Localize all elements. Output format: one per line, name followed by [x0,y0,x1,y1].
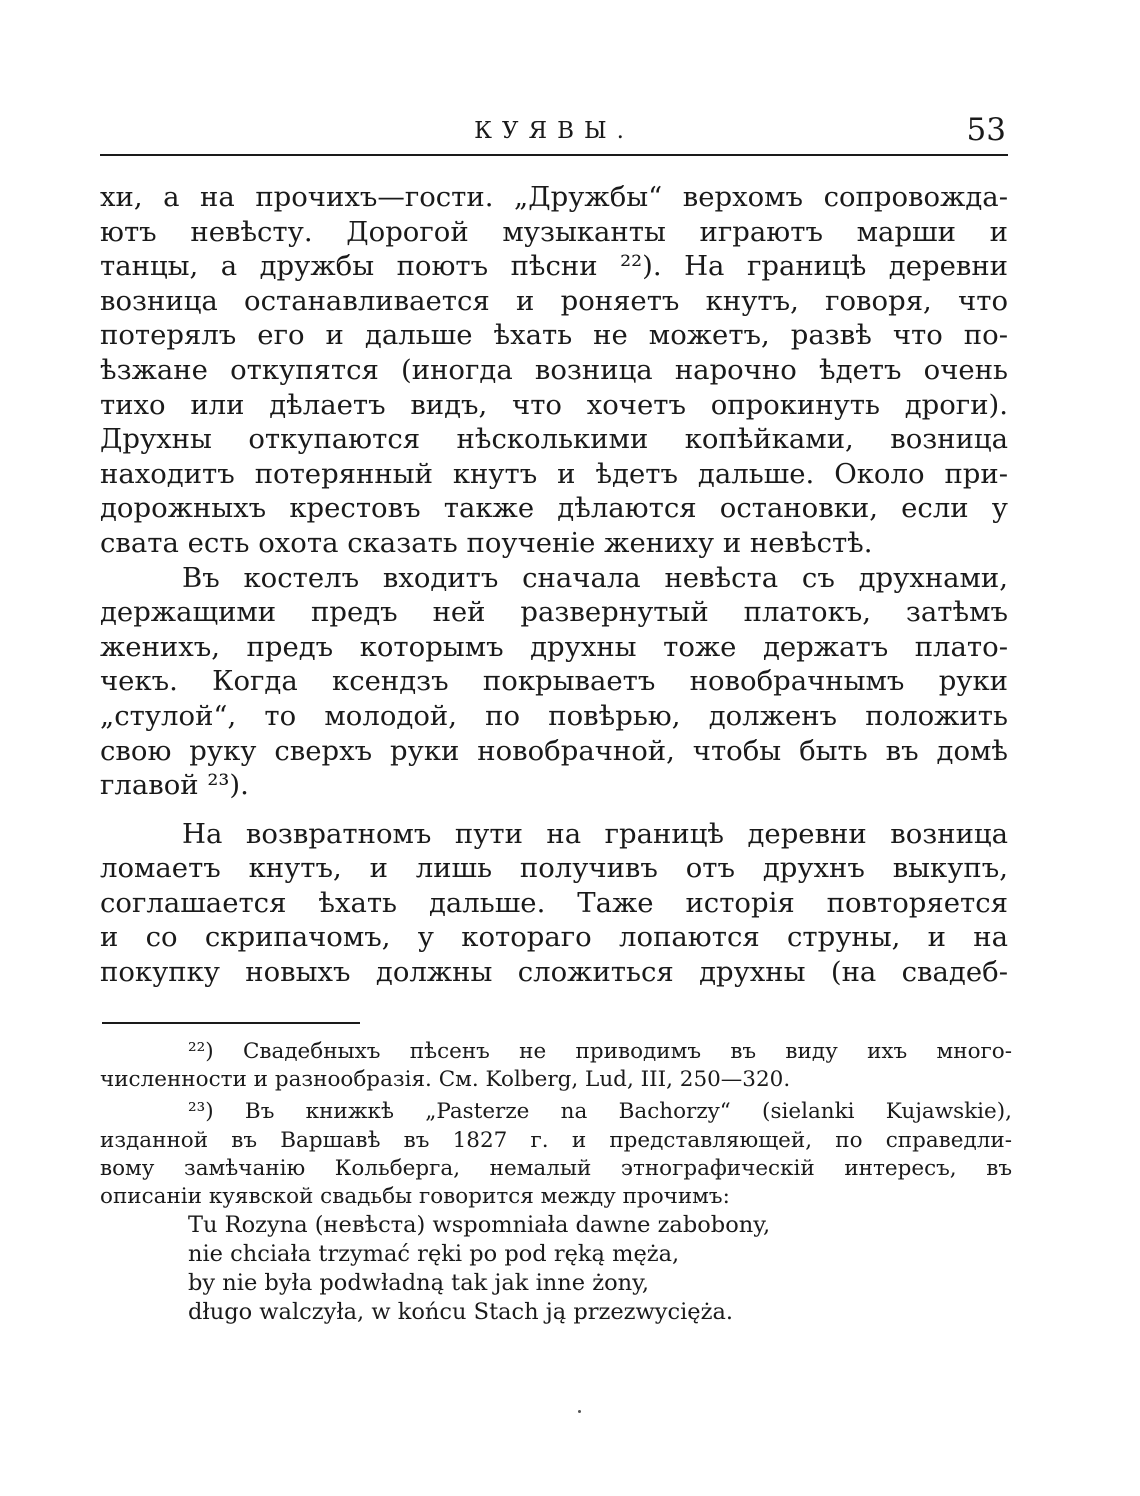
footnote-line: описаніи куявской свадьбы говорится между прочимъ: [100,1183,730,1209]
footnote-line: ²³) Въ книжкѣ „Pasterze na Bachorzy“ (sielanki Kujawskie), [188,1099,1012,1125]
text-line: свою руку сверхъ руки новобрачной, чтобы быть въ домѣ [100,734,1008,767]
text-line: женихъ, предъ которымъ друхны тоже держатъ плато- [100,630,1008,663]
verse-line: nie chciała trzymać ręki po pod ręką męża, [188,1241,680,1268]
footnote-rule [102,1022,360,1024]
text-line: тихо или дѣлаетъ видъ, что хочетъ опрокинуть дроги). [100,388,1008,421]
footnote-line: ²²) Свадебныхъ пѣсенъ не приводимъ въ виду ихъ много- [188,1039,1012,1064]
text-line: возница останавливается и роняетъ кнутъ, говоря, что [100,284,1008,317]
text-line: хи, а на прочихъ—гости. „Дружбы“ верхомъ сопровожда- [100,181,1008,213]
text-line: ютъ невѣсту. Дорогой музыканты играютъ марши и [100,215,1008,248]
paragraph-gap [100,803,1008,817]
text-line: Въ костелъ входитъ сначала невѣста съ друхнами, [182,561,1008,594]
text-line: свата есть охота сказать поученіе жениху и невѣстѣ. [100,526,873,559]
footnotes [100,1038,1012,1327]
text-line: На возвратномъ пути на границѣ деревни возница [182,817,1008,850]
footnote-line: изданной въ Варшавѣ въ 1827 г. и представляющей, по справедли- [100,1127,1012,1153]
text-line: держащими предъ ней развернутый платокъ, затѣмъ [100,596,1008,629]
text-line: потерялъ его и дальше ѣхать не можетъ, развѣ что по- [100,319,1008,352]
running-title: КУЯВЫ. [474,118,634,144]
text-line: танцы, а дружбы поютъ пѣсни ²²). На границѣ деревни [100,250,1008,283]
page-number: 53 [966,112,1006,148]
text-line: ломаетъ кнутъ, и лишь получивъ отъ друхнъ выкупъ, [100,852,1008,885]
text-line: находитъ потерянный кнутъ и ѣдетъ дальше. Около при- [100,457,1008,490]
text-line: ѣзжане откупятся (иногда возница нарочно ѣдетъ очень [100,353,1008,386]
page-header [100,112,1008,156]
text-line: и со скрипачомъ, у котораго лопаются струны, и на [100,921,1008,954]
verse-line: by nie była podwładną tak jak inne żony, [188,1270,650,1297]
text-line: дорожныхъ крестовъ также дѣлаются остановки, если у [100,492,1008,525]
text-line: Друхны откупаются нѣсколькими копѣйками, возница [100,423,1008,456]
text-line: главой ²³). [100,769,249,802]
text-line: чекъ. Когда ксендзъ покрываетъ новобрачнымъ руки [100,665,1008,698]
text-line: „стулой“, то молодой, по повѣрью, долженъ положить [100,699,1008,732]
footnote-line: вому замѣчанію Кольберга, немалый этнографическій интересъ, въ [100,1155,1012,1181]
header-rule [100,154,1008,156]
verse-line: Tu Rozyna (невѣста) wspomniała dawne zabobony, [188,1212,771,1239]
text-line: покупку новыхъ должны сложиться друхны (на свадеб- [100,956,1008,989]
verse-line: długo walczyła, w końcu Stach ją przezwycięża. [188,1299,734,1326]
footnote-line: численности и разнообразія. См. Kolberg, Lud, III, 250—320. [100,1067,791,1093]
print-speck [578,1410,581,1413]
text-line: соглашается ѣхать дальше. Таже исторія повторяется [100,886,1008,919]
main-text [100,180,1008,990]
